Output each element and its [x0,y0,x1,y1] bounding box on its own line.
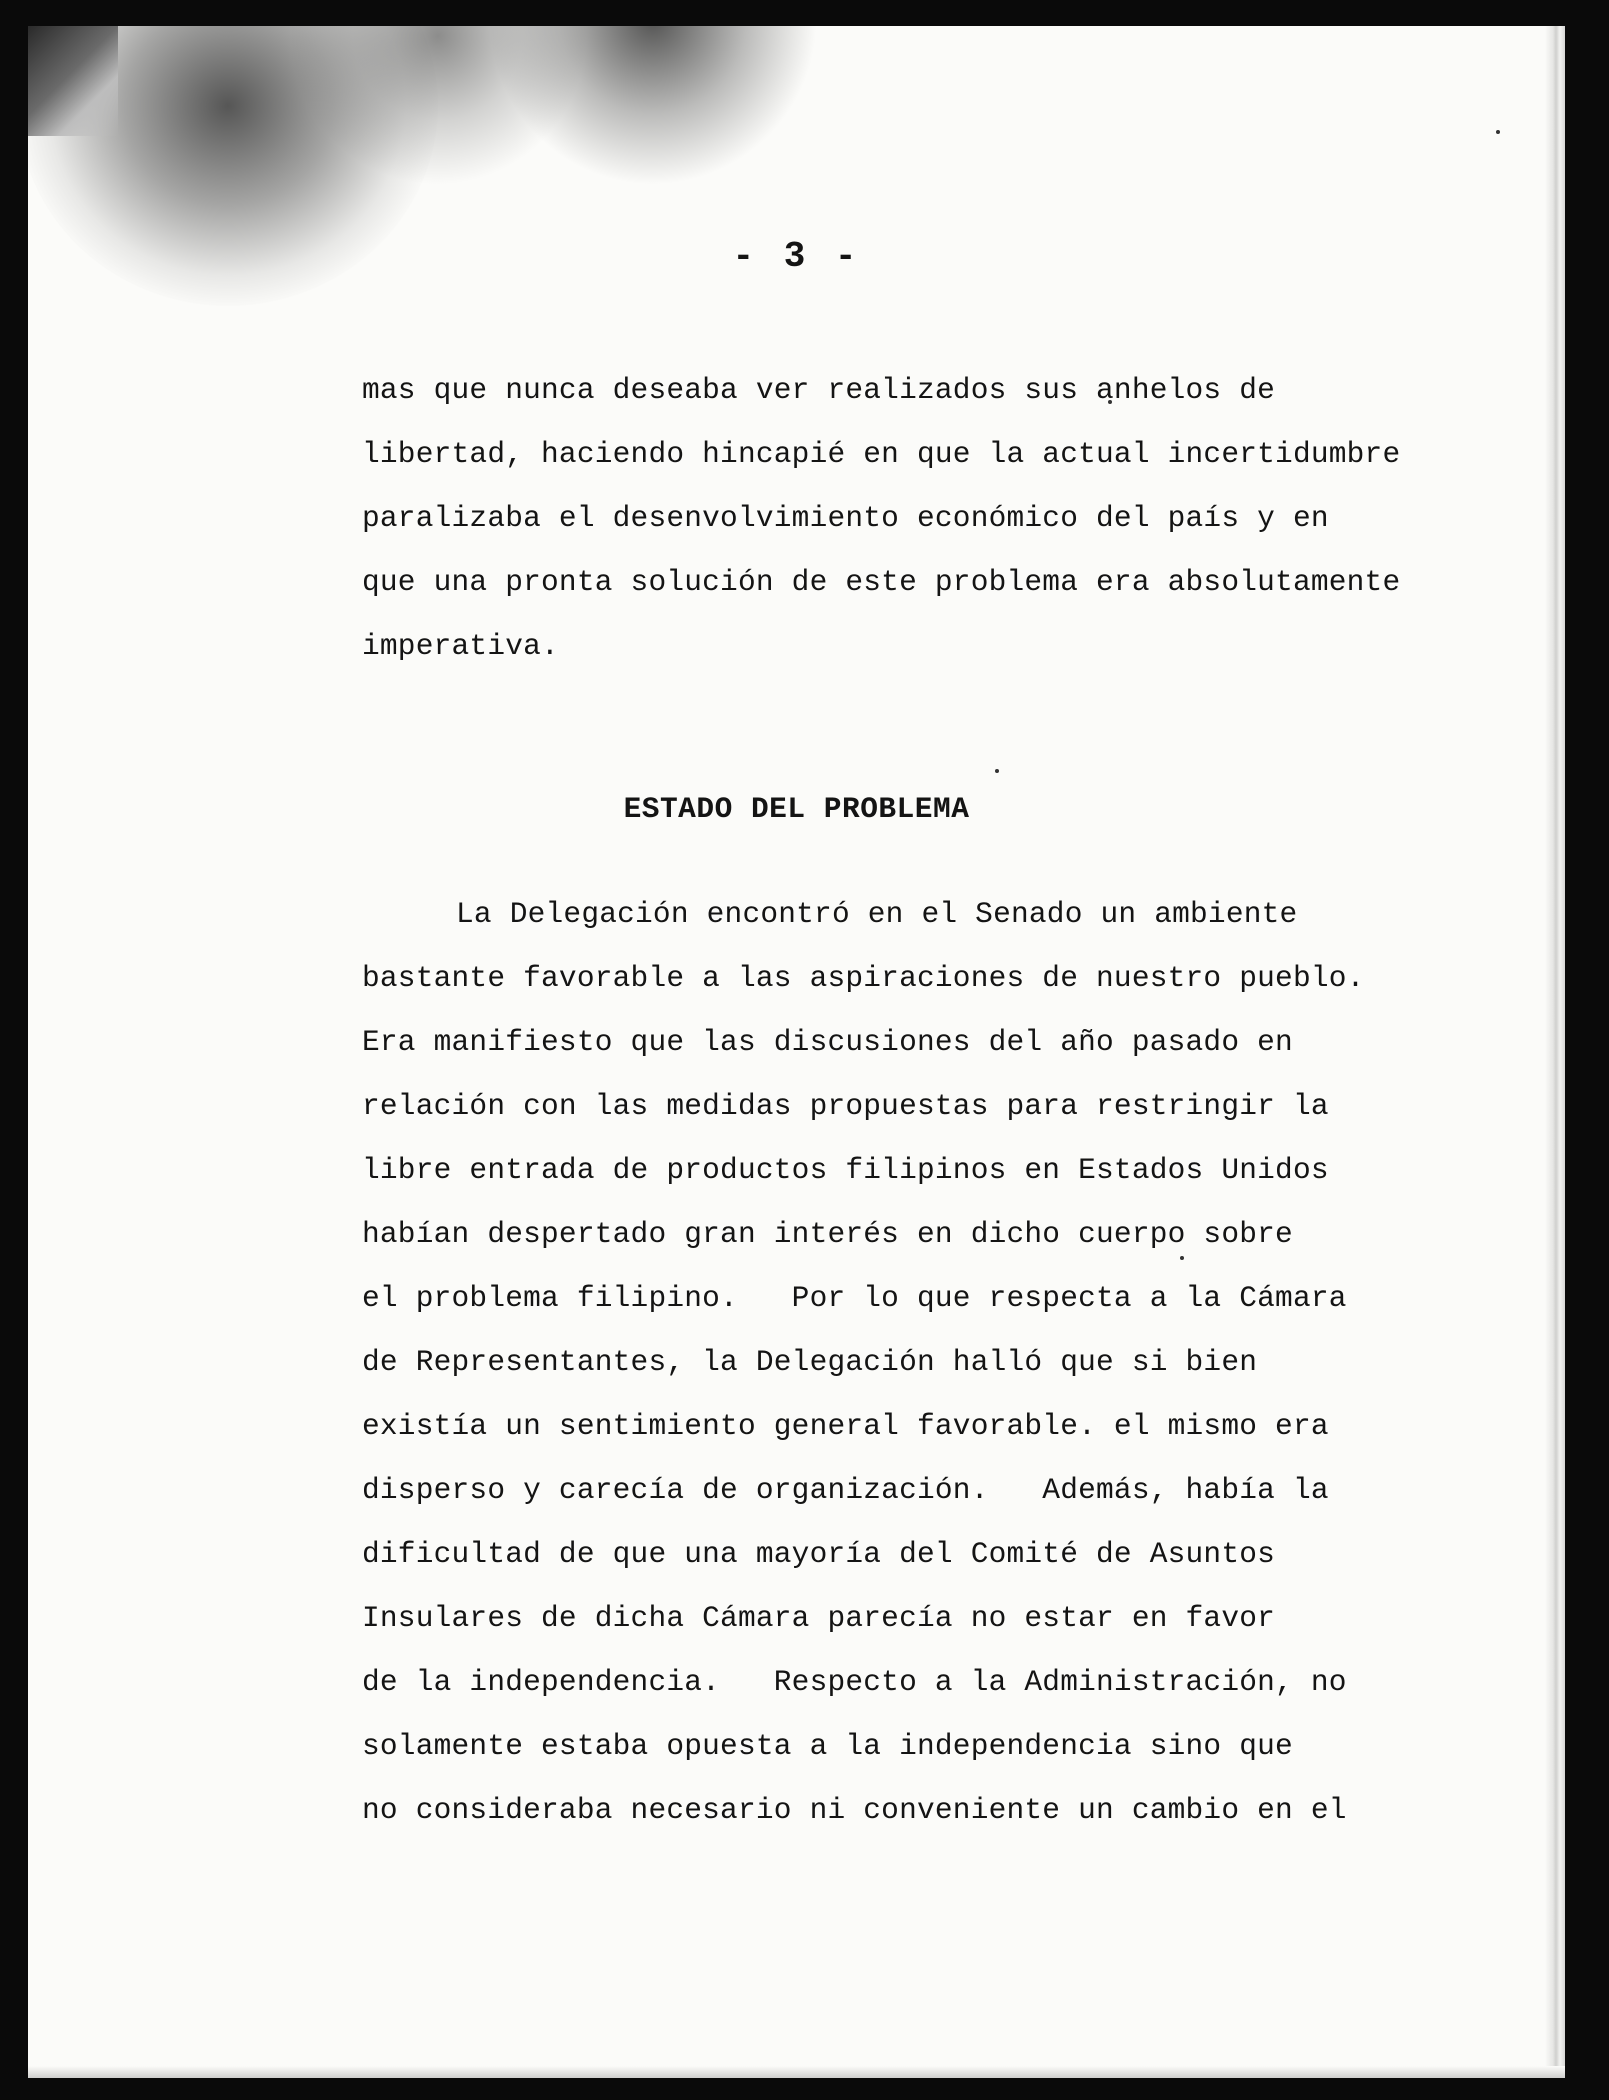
paragraph-line: paralizaba el desenvolvimiento económico del país y en [362,501,1329,535]
paragraph-line: solamente estaba opuesta a la independencia sino que [362,1729,1293,1763]
document-page [28,26,1565,2078]
paragraph-line: Era manifiesto que las discusiones del año pasado en [362,1025,1293,1059]
paragraph-line: imperativa. [362,629,559,663]
paragraph-line: habían despertado gran interés en dicho cuerpo sobre [362,1217,1293,1251]
page-number: - 3 - [732,236,861,277]
paragraph-line: de la independencia. Respecto a la Administración, no [362,1665,1347,1699]
paragraph-line: existía un sentimiento general favorable. el mismo era [362,1409,1329,1443]
paragraph-line: libre entrada de productos filipinos en Estados Unidos [362,1153,1329,1187]
paragraph-line: bastante favorable a las aspiraciones de nuestro pueblo. [362,961,1365,995]
paragraph-line: libertad, haciendo hincapié en que la actual incertidumbre [362,437,1401,471]
paragraph-line: La Delegación encontró en el Senado un ambiente [456,897,1298,931]
paragraph-line: que una pronta solución de este problema era absolutamente [362,565,1401,599]
paragraph-line: mas que nunca deseaba ver realizados sus anhelos de [362,373,1276,407]
paragraph-line: el problema filipino. Por lo que respecta a la Cámara [362,1281,1347,1315]
section-heading: ESTADO DEL PROBLEMA [623,792,970,826]
paragraph-line: Insulares de dicha Cámara parecía no estar en favor [362,1601,1276,1635]
paragraph-line: de Representantes, la Delegación halló que si bien [362,1345,1258,1379]
document-text [28,26,1565,2078]
paragraph-line: relación con las medidas propuestas para restringir la [362,1089,1329,1123]
paragraph-line: dificultad de que una mayoría del Comité de Asuntos [362,1537,1276,1571]
paragraph-line: no consideraba necesario ni conveniente un cambio en el [362,1793,1347,1827]
paragraph-line: disperso y carecía de organización. Además, había la [362,1473,1329,1507]
